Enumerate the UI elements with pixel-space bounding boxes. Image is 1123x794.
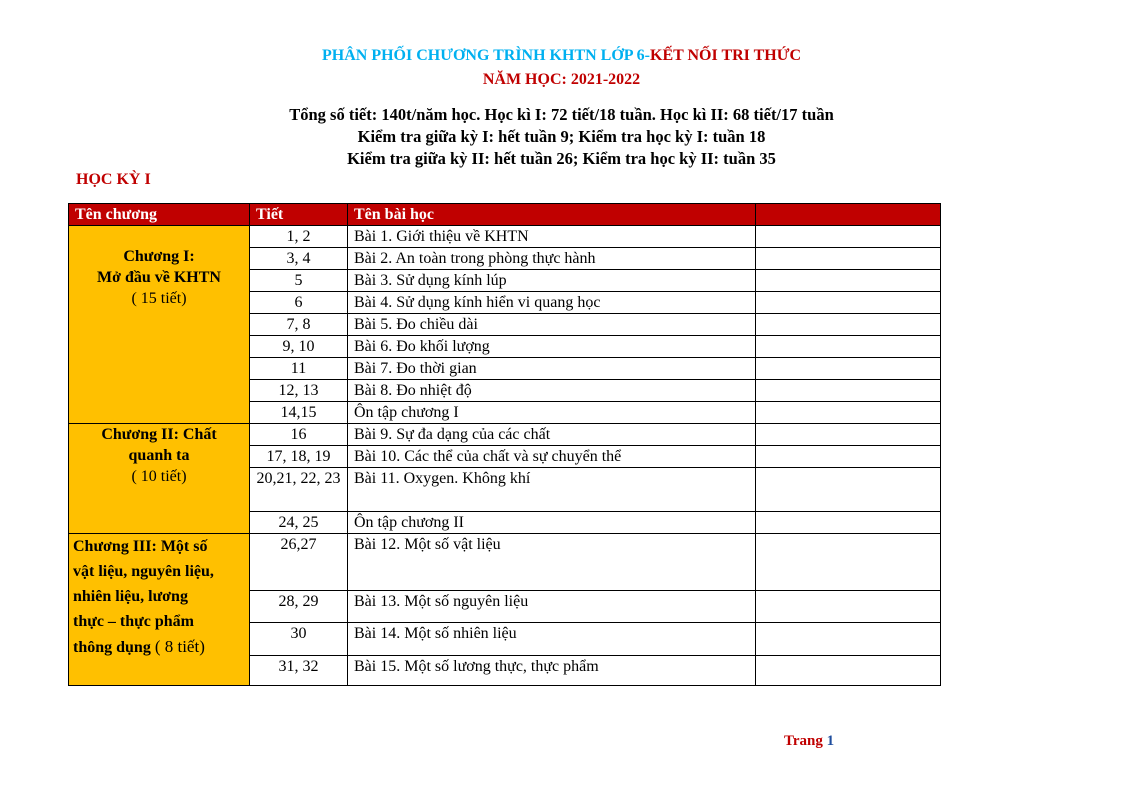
period-cell: 6 <box>250 292 348 314</box>
period-cell: 7, 8 <box>250 314 348 336</box>
lesson-cell: Bài 1. Giới thiệu về KHTN <box>348 226 756 248</box>
note-cell <box>756 358 941 380</box>
lesson-cell: Bài 5. Đo chiều dài <box>348 314 756 336</box>
note-cell <box>756 314 941 336</box>
chapter-periods: ( 10 tiết) <box>131 468 187 485</box>
lesson-cell: Ôn tập chương II <box>348 512 756 534</box>
lesson-cell: Bài 12. Một số vật liệu <box>348 534 756 591</box>
period-cell: 16 <box>250 424 348 446</box>
note-cell <box>756 402 941 424</box>
page-label: Trang <box>784 733 823 749</box>
note-cell <box>756 512 941 534</box>
chapter-name-line: thực – thực phẩm <box>73 613 194 630</box>
lesson-cell: Ôn tập chương I <box>348 402 756 424</box>
info-total-periods: Tổng số tiết: 140t/năm học. Học kì I: 72 tiết/18 tuần. Học kì II: 68 tiết/17 tuần <box>289 105 834 124</box>
chapter-name-line: quanh ta <box>128 447 190 464</box>
note-cell <box>756 468 941 512</box>
lesson-cell: Bài 2. An toàn trong phòng thực hành <box>348 248 756 270</box>
chapter-cell <box>69 534 250 686</box>
chapter-cell <box>69 424 250 534</box>
period-cell: 9, 10 <box>250 336 348 358</box>
period-cell: 28, 29 <box>250 591 348 623</box>
note-cell <box>756 424 941 446</box>
chapter-name-line: Mở đầu về KHTN <box>97 269 221 286</box>
period-cell: 31, 32 <box>250 656 348 686</box>
col-header-blank <box>756 204 941 226</box>
lesson-cell: Bài 10. Các thể của chất và sự chuyển thể <box>348 446 756 468</box>
note-cell <box>756 380 941 402</box>
lesson-cell: Bài 3. Sử dụng kính lúp <box>348 270 756 292</box>
chapter-name-line: Chương II: Chất <box>101 426 217 443</box>
lesson-cell: Bài 8. Đo nhiệt độ <box>348 380 756 402</box>
curriculum-table <box>68 203 941 686</box>
title-blue-part: PHÂN PHỐI CHƯƠNG TRÌNH KHTN LỚP 6- <box>321 47 650 64</box>
period-cell: 5 <box>250 270 348 292</box>
chapter-periods: ( 15 tiết) <box>131 290 187 307</box>
period-cell: 11 <box>250 358 348 380</box>
note-cell <box>756 292 941 314</box>
lesson-cell: Bài 14. Một số nhiên liệu <box>348 623 756 656</box>
table-row <box>69 534 941 591</box>
chapter-periods: ( 8 tiết) <box>154 637 205 656</box>
lesson-cell: Bài 11. Oxygen. Không khí <box>348 468 756 512</box>
period-cell: 30 <box>250 623 348 656</box>
col-header-chapter: Tên chương <box>69 204 250 226</box>
lesson-cell: Bài 7. Đo thời gian <box>348 358 756 380</box>
note-cell <box>756 446 941 468</box>
document-title <box>0 47 1123 65</box>
page-footer <box>784 733 834 750</box>
note-cell <box>756 336 941 358</box>
col-header-lesson: Tên bài học <box>348 204 756 226</box>
chapter-name-line: vật liệu, nguyên liệu, <box>73 563 214 580</box>
lesson-cell: Bài 9. Sự đa dạng của các chất <box>348 424 756 446</box>
note-cell <box>756 591 941 623</box>
chapter-name-line: nhiên liệu, lương <box>73 588 188 605</box>
note-cell <box>756 270 941 292</box>
school-year: NĂM HỌC: 2021-2022 <box>482 71 641 88</box>
lesson-cell: Bài 13. Một số nguyên liệu <box>348 591 756 623</box>
lesson-cell: Bài 4. Sử dụng kính hiển vi quang học <box>348 292 756 314</box>
title-red-part: KẾT NỐI TRI THỨC <box>650 47 802 64</box>
chapter-name-line: Chương III: Một số <box>73 538 208 555</box>
lesson-cell: Bài 15. Một số lương thực, thực phẩm <box>348 656 756 686</box>
page-number: 1 <box>826 733 835 749</box>
note-cell <box>756 623 941 656</box>
chapter-name-line: Chương I: <box>123 248 195 265</box>
table-row <box>69 226 941 248</box>
period-cell: 24, 25 <box>250 512 348 534</box>
period-cell: 17, 18, 19 <box>250 446 348 468</box>
table-header-row <box>69 204 941 226</box>
semester-heading: HỌC KỲ I <box>76 171 151 188</box>
chapter-cell <box>69 226 250 424</box>
period-cell: 20,21, 22, 23 <box>250 468 348 512</box>
note-cell <box>756 226 941 248</box>
info-exam-semester-2: Kiểm tra giữa kỳ II: hết tuần 26; Kiểm tra học kỳ II: tuần 35 <box>347 149 776 168</box>
table-row <box>69 424 941 446</box>
period-cell: 14,15 <box>250 402 348 424</box>
lesson-cell: Bài 6. Đo khối lượng <box>348 336 756 358</box>
period-cell: 1, 2 <box>250 226 348 248</box>
chapter-name-line: thông dụng <box>73 639 151 656</box>
info-exam-semester-1: Kiểm tra giữa kỳ I: hết tuần 9; Kiểm tra học kỳ I: tuần 18 <box>357 127 766 146</box>
period-cell: 26,27 <box>250 534 348 591</box>
note-cell <box>756 534 941 591</box>
period-cell: 12, 13 <box>250 380 348 402</box>
note-cell <box>756 248 941 270</box>
period-cell: 3, 4 <box>250 248 348 270</box>
col-header-period: Tiết <box>250 204 348 226</box>
note-cell <box>756 656 941 686</box>
